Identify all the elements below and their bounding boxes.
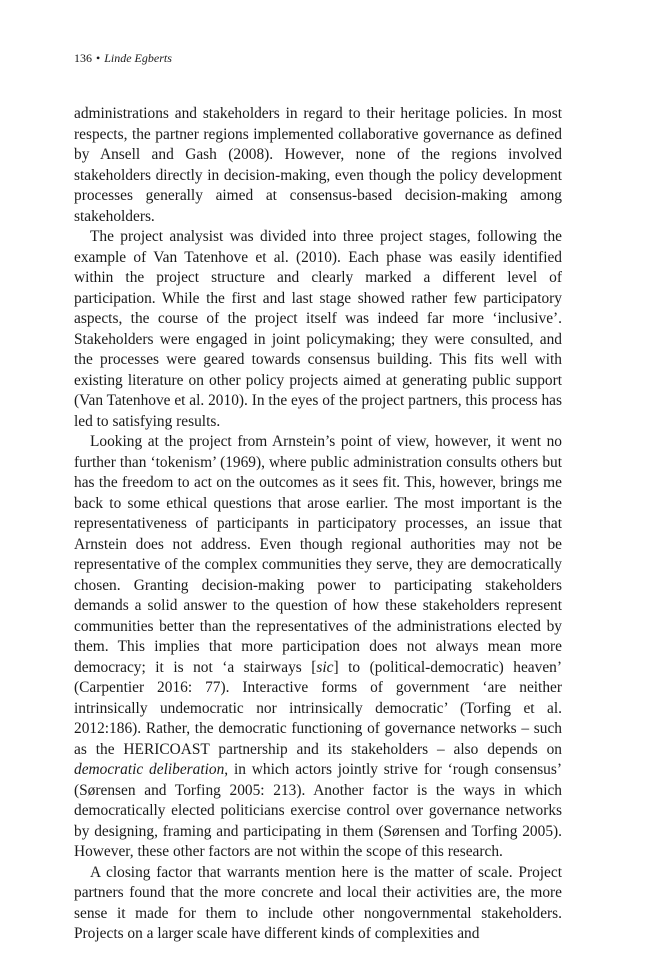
body-text	[74, 104, 562, 945]
header-separator: •	[96, 51, 101, 65]
paragraph-4: A closing factor that warrants mention here is the matter of scale. Project partners found that the more concrete and local their activities are, the more sense it made for them to include other nongovernmental stakeholders. Projects on a larger scale have different kinds of complexities and	[74, 863, 562, 942]
running-head-author: Linde Egberts	[104, 51, 172, 65]
paragraph-1: administrations and stakeholders in regard to their heritage policies. In most respects, the partner regions implemented collaborative governance as defined by Ansell and Gash (2008). However, none of the regions involved stakeholders directly in decision-making, even though the policy development processes generally aimed at consensus-based decision-making among stakeholders.	[74, 105, 562, 225]
paragraph-2: The project analysist was divided into three project stages, following the example of Van Tatenhove et al. (2010). Each phase was easily identified within the project structure and clearly marked a different level of participation. While the first and last stage showed rather few participatory aspects, the course of the project itself was indeed far more ‘inclusive’. Stakeholders were engaged in joint policymaking; they were consulted, and the processes were geared towards consensus building. This fits well with existing literature on other policy projects aimed at generating public support (Van Tatenhove et al. 2010). In the eyes of the project partners, this process has led to satisfying results.	[74, 228, 562, 430]
sic-italic: sic	[316, 658, 334, 676]
paragraph-3-part-b: ] to (political-democratic) heaven’ (Carpentier 2016: 77). Interactive forms of government ‘are neither intrinsically undemocratic nor intrinsically democratic’ (Torfing et al. 2012:186). Rather, the democratic functioning of governance networks – such as the HERICOAST partnership and its stakeholders – also depends on	[74, 658, 562, 758]
democratic-deliberation-italic: democratic deliberation	[74, 761, 225, 778]
page-number: 136	[74, 51, 92, 65]
paragraph-3-part-c: , in which actors jointly strive for ‘rough consensus’ (Sørensen and Torfing 2005: 213). Another factor is the ways in which democratically elected politicians exercise control over governance networks by designing, framing and participating in them (Sørensen and Torfing 2005). However, these other factors are not within the scope of this research.	[74, 761, 562, 860]
book-page	[74, 0, 562, 975]
running-head	[74, 50, 172, 66]
paragraph-3-part-a: Looking at the project from Arnstein’s point of view, however, it went no further than ‘tokenism’ (1969), where public administration consults others but has the freedom to act on the outcomes as it sees fit. This, however, brings me back to some ethical questions that arose earlier. The most important is the representativeness of participants in participatory processes, an issue that Arnstein does not address. Even though regional authorities may not be representative of the complex communities they serve, they are democratically chosen. Granting decision-making power to participating stakeholders demands a solid answer to the question of how these stakeholders represent communities better than the representatives of the administrations elected by them. This implies that more participation does not always mean more democracy; it is not ‘a stairways [	[74, 433, 562, 676]
paragraph-3	[74, 432, 562, 863]
